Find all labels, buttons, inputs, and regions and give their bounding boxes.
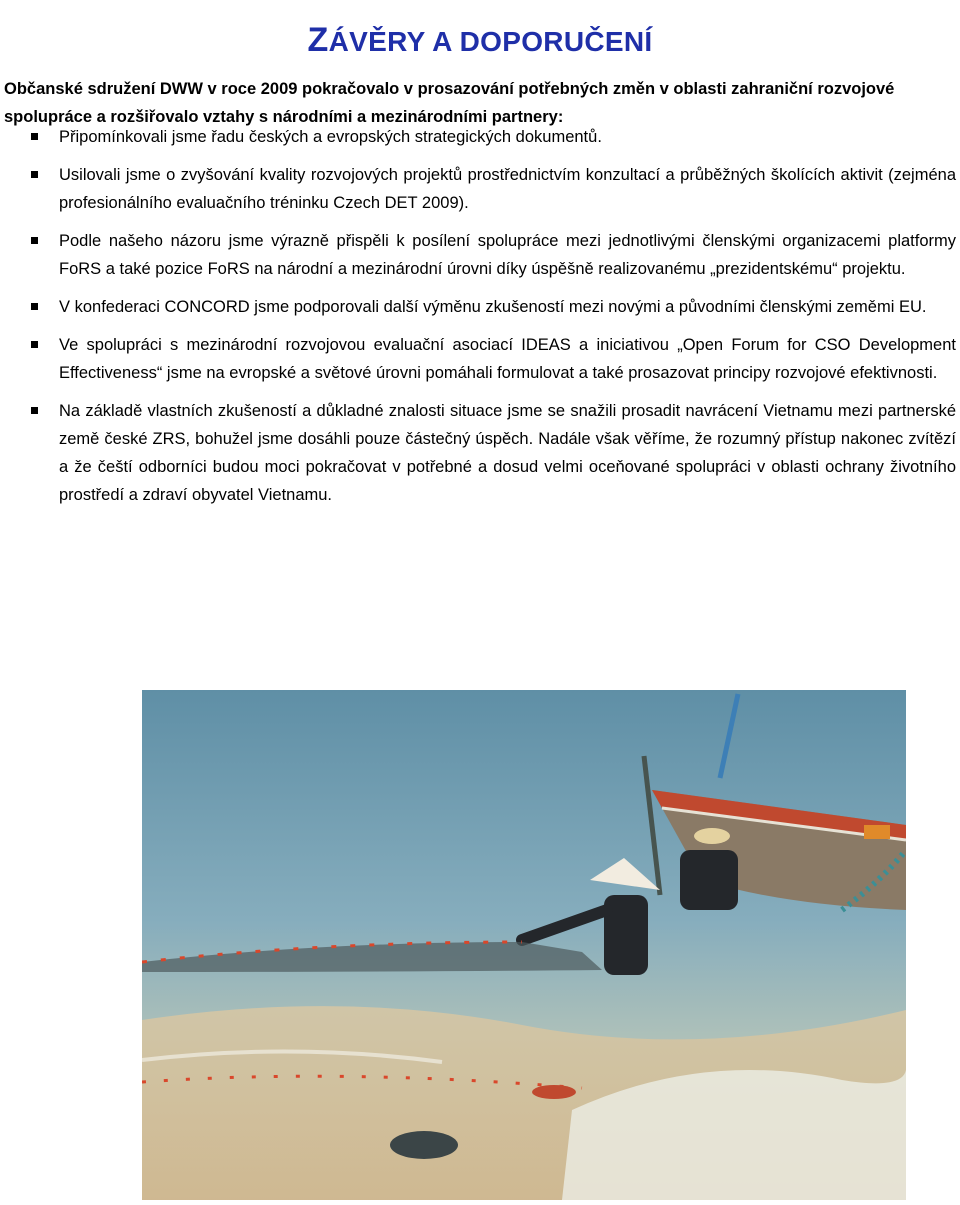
list-item <box>0 293 960 321</box>
list-item-text: Připomínkovali jsme řadu českých a evropských strategických dokumentů. <box>59 128 602 146</box>
list-item-text: Usilovali jsme o zvyšování kvality rozvojových projektů prostřednictvím konzultací a průběžných školících aktivit (zejména profesionálního evaluačního tréninku Czech DET 2009). <box>59 166 956 212</box>
fishermen-photo <box>142 690 906 1200</box>
list-item <box>0 161 960 217</box>
title-rest: ÁVĚRY A DOPORUČENÍ <box>328 25 653 57</box>
list-item <box>0 123 960 151</box>
list-item-text: Ve spolupráci s mezinárodní rozvojovou evaluační asociací IDEAS a iniciativou „Open Forum for CSO Development Effectiveness“ jsme na evropské a světové úrovni pomáhali formulovat a také prosazovat principy rozvojové efektivnosti. <box>59 336 956 382</box>
title-initial: Z <box>307 20 329 59</box>
bullet-icon <box>31 407 38 414</box>
bullet-icon <box>31 171 38 178</box>
bullet-icon <box>31 341 38 348</box>
list-item-text: Na základě vlastních zkušeností a důkladné znalosti situace jsme se snažili prosadit navrácení Vietnamu mezi partnerské země české ZRS, bohužel jsme dosáhli pouze částečný úspěch. Nadále však věříme, že rozumný přístup nakonec zvítězí a že čeští odborníci budou moci pokračovat v potřebné a dosud velmi oceňované spolupráci v oblasti ochrany životního prostředí a zdraví obyvatel Vietnamu. <box>59 402 956 504</box>
list-item <box>0 397 960 509</box>
intro-paragraph: Občanské sdružení DWW v roce 2009 pokračovalo v prosazování potřebných změn v oblasti zahraniční rozvojové spolupráce a rozšiřovalo vztahy s národními a mezinárodními partnery: <box>4 79 895 126</box>
list-item-text: Podle našeho názoru jsme výrazně přispěli k posílení spolupráce mezi jednotlivými členskými organizacemi platformy FoRS a také pozice FoRS na národní a mezinárodní úrovni díky úspěšně realizovanému „prezidentskému“ projektu. <box>59 232 956 278</box>
bullet-icon <box>31 133 38 140</box>
list-item-text: V konfederaci CONCORD jsme podporovali další výměnu zkušeností mezi novými a původními členskými zeměmi EU. <box>59 298 927 316</box>
bullet-icon <box>31 303 38 310</box>
page-title <box>0 21 960 60</box>
bullet-icon <box>31 237 38 244</box>
list-item <box>0 331 960 387</box>
list-item <box>0 227 960 283</box>
conclusions-list <box>0 123 960 519</box>
